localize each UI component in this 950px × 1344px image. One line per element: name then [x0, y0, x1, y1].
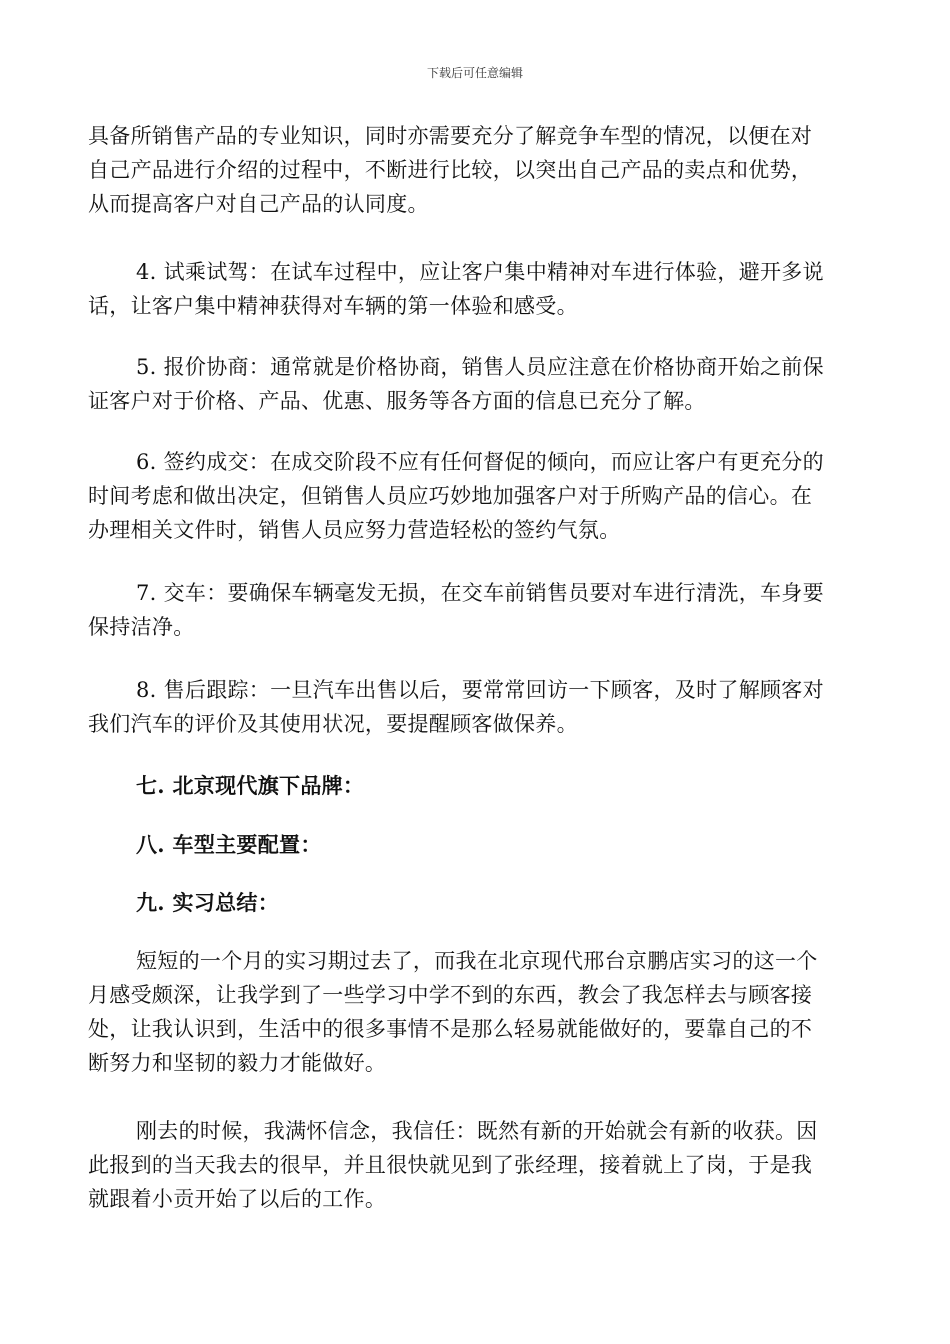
paragraph-step-6 — [88, 445, 868, 547]
section-heading: 七. 北京现代旗下品牌： — [136, 773, 365, 798]
section-heading: 九. 实习总结： — [136, 890, 280, 915]
text-line: 处，让我认识到，生活中的很多事情不是那么轻易就能做好的，要靠自己的不 — [88, 1017, 813, 1041]
text-line: 此报到的当天我去的很早，并且很快就见到了张经理，接着就上了岗，于是我 — [88, 1153, 813, 1177]
text-line: 断努力和坚韧的毅力才能做好。 — [88, 1051, 387, 1075]
text-line: 我们汽车的评价及其使用状况，要提醒顾客做保养。 — [88, 712, 578, 736]
heading-eight — [88, 828, 868, 862]
paragraph-step-4 — [88, 255, 868, 323]
text-line: 6. 签约成交：在成交阶段不应有任何督促的倾向，而应让客户有更充分的 — [136, 450, 824, 474]
paragraph-step-7 — [88, 576, 868, 644]
text-line: 就跟着小贡开始了以后的工作。 — [88, 1187, 387, 1211]
text-line: 4. 试乘试驾：在试车过程中，应让客户集中精神对车进行体验，避开多说 — [136, 260, 824, 284]
text-line: 从而提高客户对自己产品的认同度。 — [88, 192, 429, 216]
text-line: 5. 报价协商：通常就是价格协商，销售人员应注意在价格协商开始之前保 — [136, 355, 824, 379]
paragraph-step-5 — [88, 350, 868, 418]
text-line: 保持洁净。 — [88, 615, 195, 639]
text-line: 具备所销售产品的专业知识，同时亦需要充分了解竞争车型的情况，以便在对 — [88, 124, 813, 148]
heading-seven — [88, 769, 868, 803]
text-line: 时间考虑和做出决定，但销售人员应巧妙地加强客户对于所购产品的信心。在 — [88, 484, 813, 508]
text-line: 7. 交车：要确保车辆毫发无损，在交车前销售员要对车进行清洗，车身要 — [136, 581, 824, 605]
text-line: 话，让客户集中精神获得对车辆的第一体验和感受。 — [88, 294, 578, 318]
text-line: 办理相关文件时，销售人员应努力营造轻松的签约气氛。 — [88, 518, 621, 542]
paragraph-continuation — [88, 119, 868, 221]
paragraph-step-8 — [88, 673, 868, 741]
text-line: 短短的一个月的实习期过去了，而我在北京现代邢台京鹏店实习的这一个 — [136, 949, 818, 973]
page-header: 下载后可任意编辑 — [426, 66, 523, 80]
text-line: 8. 售后跟踪：一旦汽车出售以后，要常常回访一下顾客，及时了解顾客对 — [136, 678, 824, 702]
text-line: 证客户对于价格、产品、优惠、服务等各方面的信息已充分了解。 — [88, 389, 706, 413]
summary-paragraph-1 — [88, 944, 868, 1080]
summary-paragraph-2 — [88, 1114, 868, 1216]
section-heading: 八. 车型主要配置： — [136, 832, 322, 857]
text-line: 刚去的时候，我满怀信念，我信任：既然有新的开始就会有新的收获。因 — [136, 1119, 818, 1143]
text-line: 自己产品进行介绍的过程中，不断进行比较，以突出自己产品的卖点和优势， — [88, 158, 813, 182]
text-line: 月感受颇深，让我学到了一些学习中学不到的东西，教会了我怎样去与顾客接 — [88, 983, 813, 1007]
heading-nine — [88, 886, 868, 920]
